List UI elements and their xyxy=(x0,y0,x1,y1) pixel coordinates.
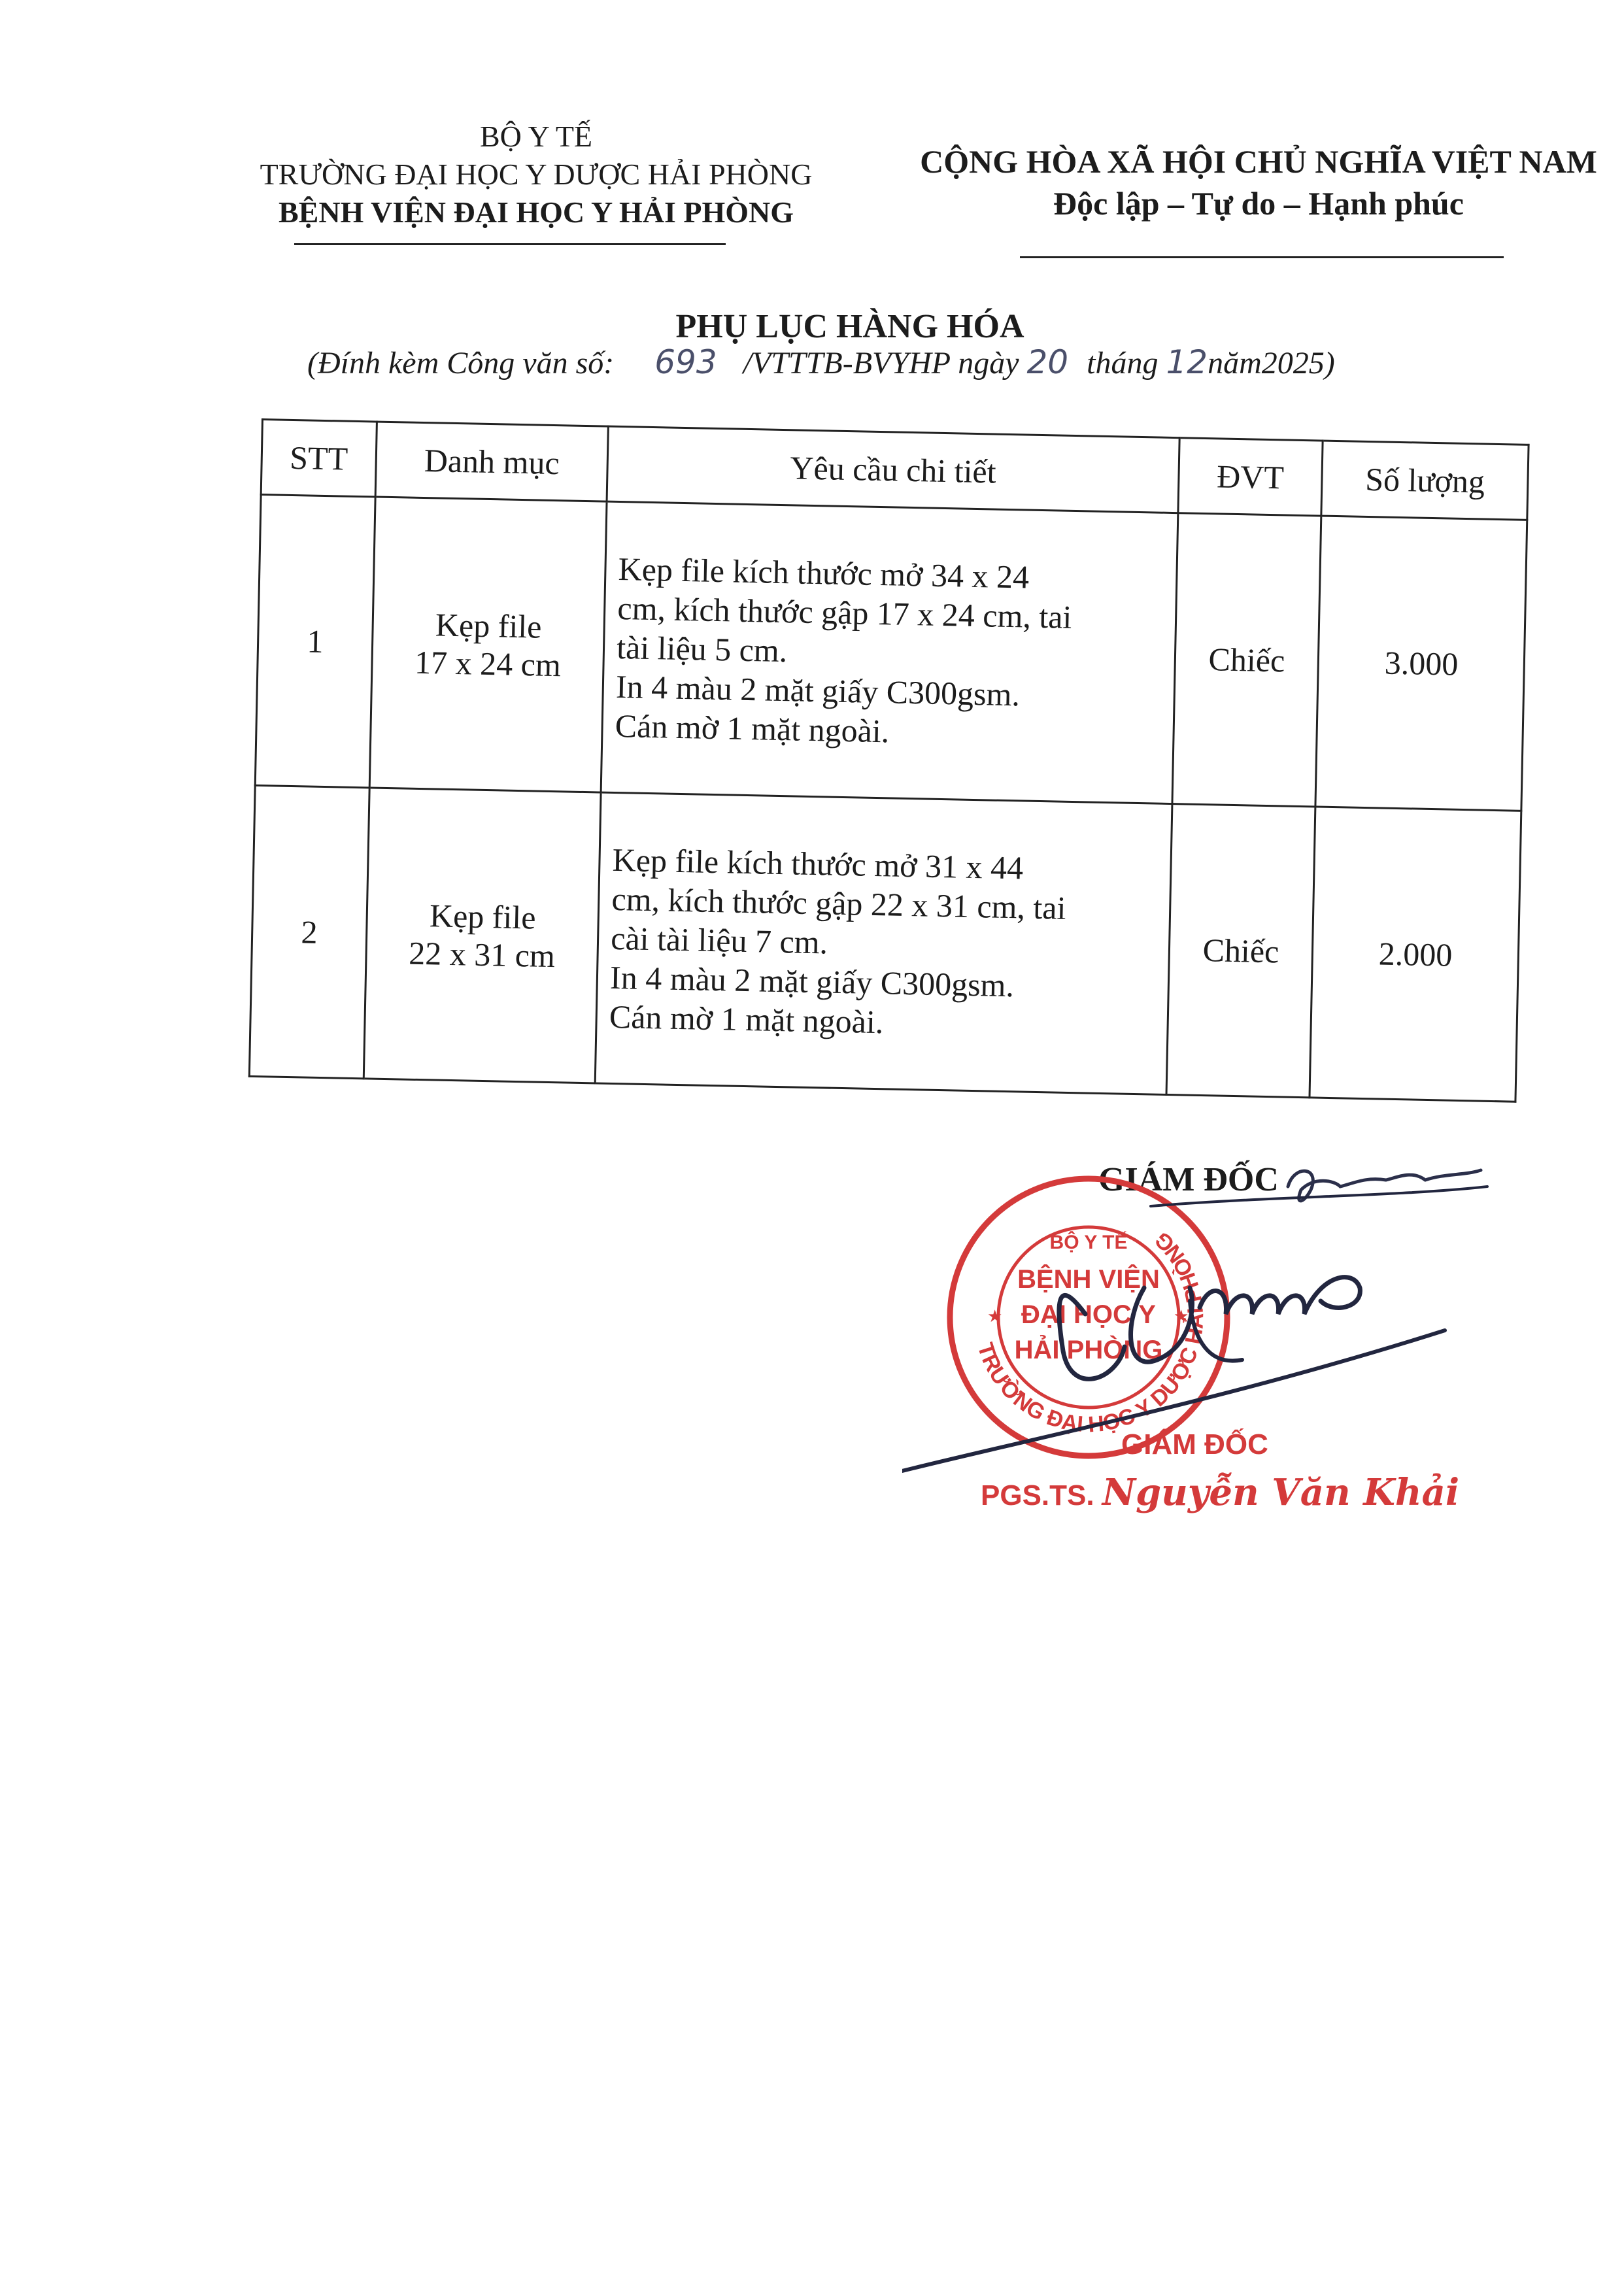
signer-prefix: PGS.TS. xyxy=(981,1479,1094,1511)
country-name: CỘNG HÒA XÃ HỘI CHỦ NGHĨA VIỆT NAM xyxy=(920,143,1597,180)
row-stt: 2 xyxy=(249,785,369,1078)
hospital-name: BỆNH VIỆN ĐẠI HỌC Y HẢI PHÒNG xyxy=(278,195,794,229)
national-motto: Độc lập – Tự do – Hạnh phúc xyxy=(1053,185,1464,222)
detail-line: In 4 màu 2 mặt giấy C300gsm. xyxy=(609,958,1015,1004)
detail-line: tài liệu 5 cm. xyxy=(616,628,788,669)
star-icon: ★ xyxy=(1174,1307,1189,1326)
row-item xyxy=(369,497,607,792)
row-detail xyxy=(595,792,1172,1094)
document-subtitle xyxy=(307,343,1484,381)
row-unit: Chiếc xyxy=(1166,804,1316,1098)
subtitle-month-label: tháng xyxy=(1087,346,1159,380)
row-stt: 1 xyxy=(255,495,375,788)
handwritten-day: 20 xyxy=(1026,343,1069,381)
seal-center-text: BỆNH VIỆN ĐẠI HỌC Y HẢI PHÒNG xyxy=(1014,1265,1163,1364)
detail-line: cm, kích thước gập 22 x 31 cm, tai xyxy=(611,880,1067,926)
header-left xyxy=(216,118,856,231)
detail-line: cài tài liệu 7 cm. xyxy=(610,919,828,961)
row-detail xyxy=(601,501,1177,803)
header-stt: STT xyxy=(261,420,377,497)
header-left-underline xyxy=(294,243,726,245)
header-unit: ĐVT xyxy=(1178,438,1323,516)
row-quantity: 3.000 xyxy=(1315,516,1527,811)
ministry-name: BỘ Y TẾ xyxy=(479,120,593,153)
seal-top-text: BỘ Y TẾ xyxy=(1049,1232,1128,1253)
stamp-title: GIÁM ĐỐC xyxy=(1121,1428,1268,1460)
goods-table xyxy=(248,418,1530,1103)
detail-line: Kẹp file kích thước mở 34 x 24 xyxy=(618,550,1030,596)
stamp-signer xyxy=(981,1471,1459,1514)
row-quantity: 2.000 xyxy=(1310,807,1521,1102)
table-row xyxy=(255,495,1527,811)
subtitle-code: /VTTTB-BVYHP ngày xyxy=(743,346,1019,380)
item-name: Kẹp file xyxy=(435,606,542,645)
header-quantity: Số lượng xyxy=(1321,441,1529,520)
header-item: Danh mục xyxy=(375,422,609,501)
row-item xyxy=(364,788,601,1083)
subtitle-prefix: (Đính kèm Công văn số: xyxy=(307,346,615,380)
detail-line: Cán mờ 1 mặt ngoài. xyxy=(615,707,890,750)
handwritten-document-number: 693 xyxy=(654,343,717,381)
header-right-underline xyxy=(1020,256,1504,258)
subtitle-year: năm2025) xyxy=(1208,346,1335,380)
signer-name: Nguyễn Văn Khải xyxy=(1102,1471,1460,1514)
table-row xyxy=(249,785,1521,1102)
university-name: TRƯỜNG ĐẠI HỌC Y DƯỢC HẢI PHÒNG xyxy=(260,158,813,191)
seal-ring-text: TRƯỜNG ĐẠI HỌC Y DƯỢC HẢI PHÒNG xyxy=(972,1226,1209,1438)
detail-line: cm, kích thước gập 17 x 24 cm, tai xyxy=(617,589,1072,635)
detail-line: In 4 màu 2 mặt giấy C300gsm. xyxy=(615,667,1021,713)
item-size: 17 x 24 cm xyxy=(414,643,562,684)
handwritten-month: 12 xyxy=(1166,343,1208,381)
item-size: 22 x 31 cm xyxy=(408,934,556,975)
item-name: Kẹp file xyxy=(429,897,537,936)
detail-line: Cán mờ 1 mặt ngoài. xyxy=(609,998,884,1041)
header-right xyxy=(902,141,1615,224)
star-icon: ★ xyxy=(987,1307,1003,1326)
detail-line: Kẹp file kích thước mở 31 x 44 xyxy=(612,841,1024,886)
signature-title: GIÁM ĐỐC xyxy=(1098,1161,1279,1198)
row-unit: Chiếc xyxy=(1172,513,1322,807)
document-title: PHỤ LỤC HÀNG HÓA xyxy=(675,308,1024,345)
header-detail: Yêu cầu chi tiết xyxy=(607,426,1179,513)
